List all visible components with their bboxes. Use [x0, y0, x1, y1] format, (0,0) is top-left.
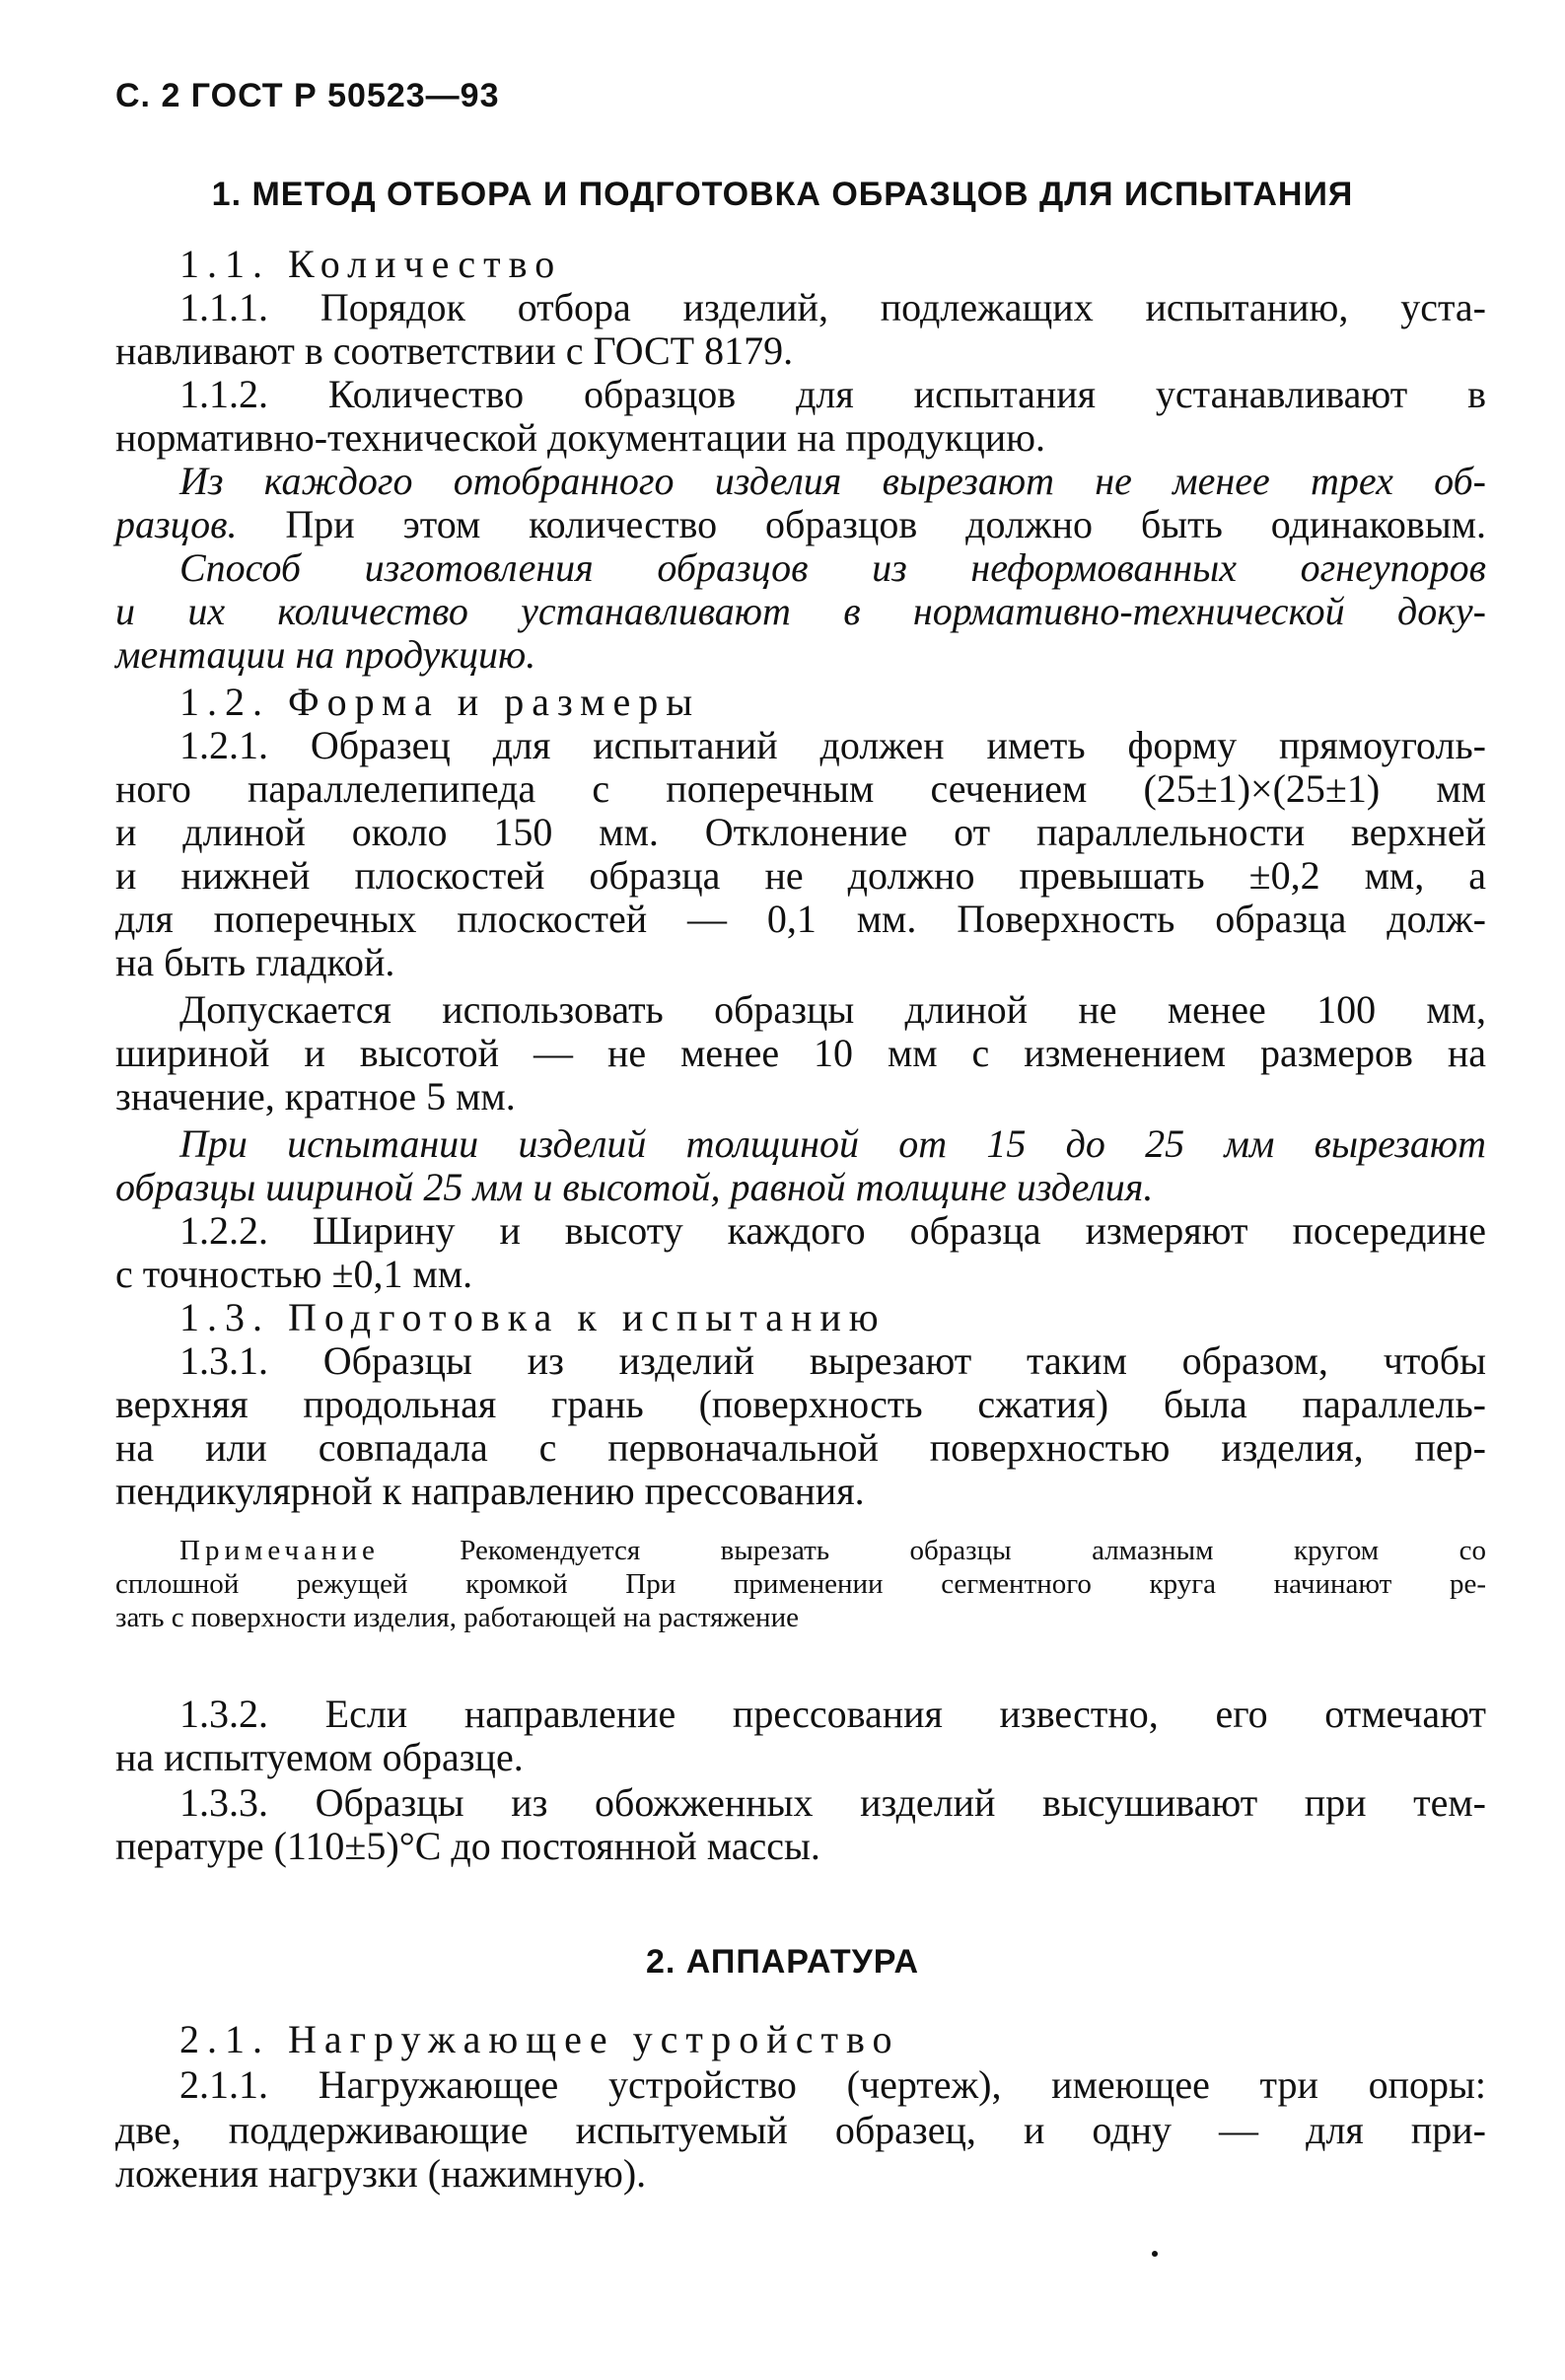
section-1-title: 1. МЕТОД ОТБОРА И ПОДГОТОВКА ОБРАЗЦОВ ДЛЯ ИСПЫТАНИЯ — [211, 176, 1354, 213]
text-line: ного параллелепипеда с поперечным сечением (25±1)×(25±1) мм — [115, 766, 1486, 811]
text-line: для поперечных плоскостей — 0,1 мм. Поверхность образца долж- — [115, 897, 1486, 941]
note-line: Примечание Рекомендуется вырезать образцы алмазным кругом со — [179, 1535, 1486, 1566]
text-line: 1.2.2. Ширину и высоту каждого образца измеряют посередине — [179, 1208, 1486, 1253]
italic-line: образцы шириной 25 мм и высотой, равной толщине изделия. — [115, 1165, 1154, 1209]
text-line: 1.2.1. Образец для испытаний должен иметь форму прямоуголь- — [179, 723, 1486, 767]
text-line: и нижней плоскостей образца не должно превышать ±0,2 мм, а — [115, 853, 1486, 898]
text-line: 1.1.1. Порядок отбора изделий, подлежащих испытанию, уста- — [179, 285, 1486, 329]
subsection-1-2-heading: 1.2. Форма и размеры — [179, 680, 701, 724]
text-line: на быть гладкой. — [115, 940, 395, 984]
text-line: 2.1.1. Нагружающее устройство (чертеж), имеющее три опоры: — [179, 2062, 1486, 2107]
text-line: и длиной около 150 мм. Отклонение от параллельности верхней — [115, 810, 1486, 854]
text-line: пературе (110±5)°С до постоянной массы. — [115, 1824, 820, 1868]
subsection-2-1-heading: 2.1. Нагружающее устройство — [179, 2017, 900, 2061]
note-line: сплошной режущей кромкой При применении сегментного круга начинают ре- — [115, 1568, 1486, 1600]
text-line: 1.1.2. Количество образцов для испытания устанавливают в — [179, 372, 1486, 416]
subsection-1-1-heading: 1.1. Количество — [179, 242, 563, 286]
text-line: с точностью ±0,1 мм. — [115, 1252, 473, 1296]
page-header: С. 2 ГОСТ Р 50523—93 — [115, 77, 500, 114]
subsection-1-3-heading: 1.3. Подготовка к испытанию — [179, 1295, 887, 1339]
italic-line: Способ изготовления образцов из неформованных огнеупоров — [179, 545, 1486, 590]
text-line: пендикулярной к направлению прессования. — [115, 1469, 865, 1513]
text-line: 1.3.1. Образцы из изделий вырезают таким образом, чтобы — [179, 1338, 1486, 1383]
text-line: на испытуемом образце. — [115, 1735, 524, 1779]
text-line: две, поддерживающие испытуемый образец, и одну — для при- — [115, 2108, 1486, 2152]
text-line: значение, кратное 5 мм. — [115, 1074, 516, 1118]
text-line: верхняя продольная грань (поверхность сжатия) была параллель- — [115, 1382, 1486, 1426]
text-line: Допускается использовать образцы длиной не менее 100 мм, — [179, 987, 1486, 1032]
italic-line: Из каждого отобранного изделия вырезают не менее трех об- — [179, 459, 1486, 503]
ink-dot — [1152, 2251, 1158, 2257]
text-line: 1.3.2. Если направление прессования известно, его отмечают — [179, 1692, 1486, 1736]
italic-line: При испытании изделий толщиной от 15 до 25 мм вырезают — [179, 1121, 1486, 1166]
italic-fragment: разцов. — [115, 502, 238, 546]
text-line: шириной и высотой — не менее 10 мм с изменением размеров на — [115, 1031, 1486, 1075]
text-line: ложения нагрузки (нажимную). — [115, 2151, 647, 2196]
italic-line: и их количество устанавливают в нормативно-технической доку- — [115, 589, 1486, 633]
text-line: нормативно-технической документации на продукцию. — [115, 415, 1046, 460]
section-2-title: 2. АППАРАТУРА — [645, 1943, 920, 1981]
text-line: навливают в соответствии с ГОСТ 8179. — [115, 328, 794, 373]
mixed-line: разцов. При этом количество образцов должно быть одинаковым. — [115, 502, 1486, 546]
note-line: зать с поверхности изделия, работающей на растяжение — [115, 1602, 799, 1633]
italic-line: ментации на продукцию. — [115, 632, 536, 677]
text-line: на или совпадала с первоначальной поверхностью изделия, пер- — [115, 1425, 1486, 1470]
text-line: 1.3.3. Образцы из обожженных изделий высушивают при тем- — [179, 1780, 1486, 1825]
